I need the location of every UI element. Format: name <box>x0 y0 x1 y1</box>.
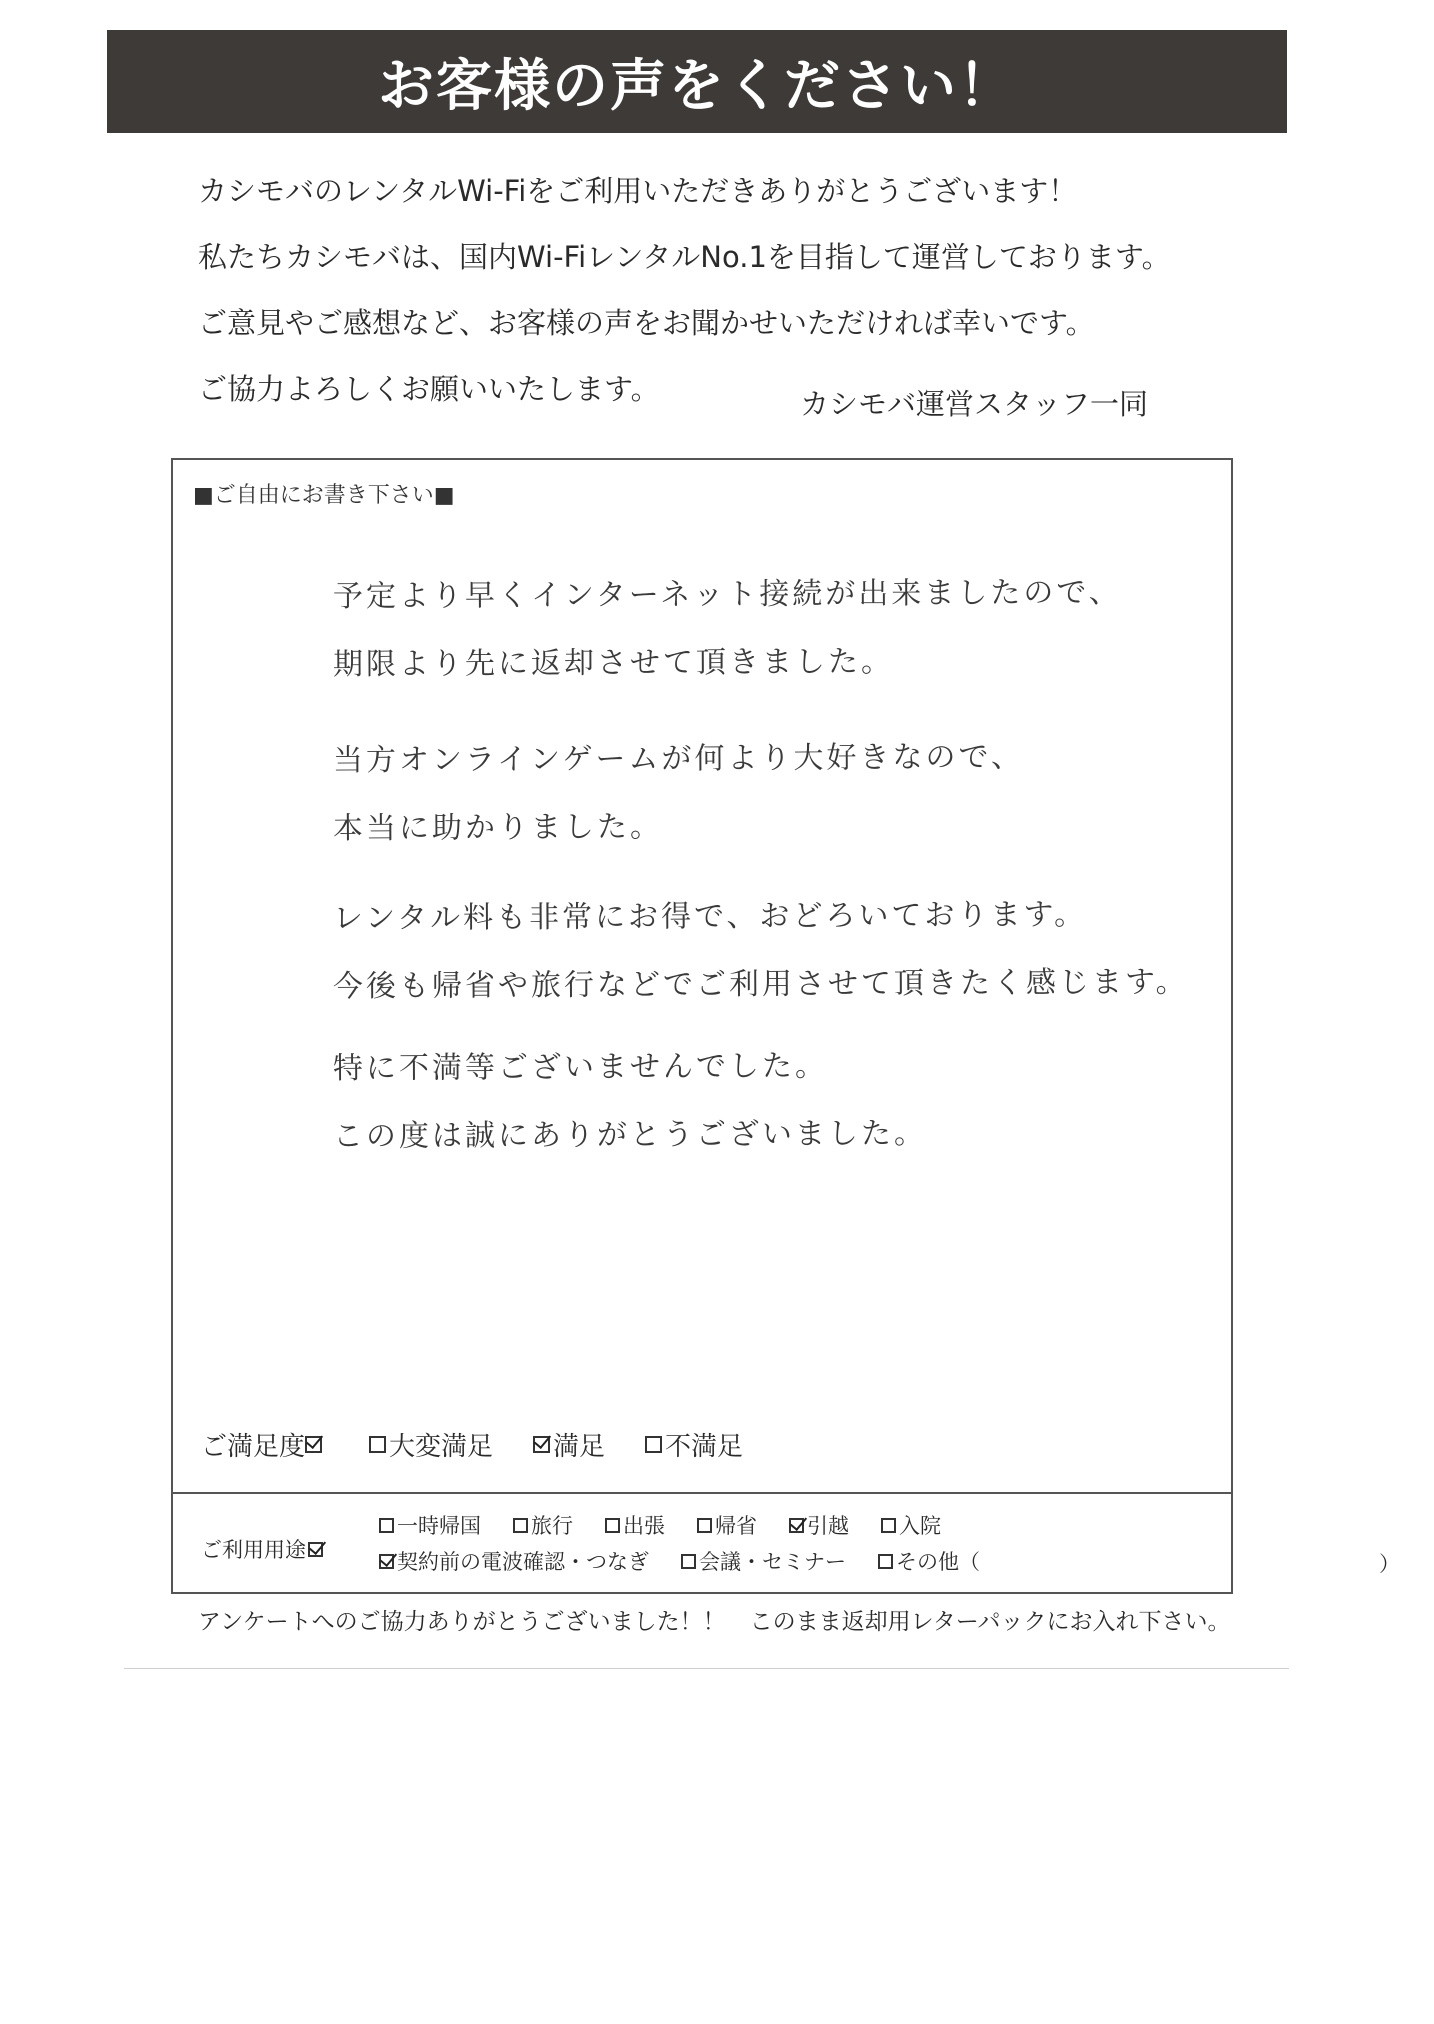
checkbox-icon[interactable] <box>513 1518 528 1533</box>
comment-line: 本当に助かりました。 <box>332 809 664 847</box>
usage-option-other[interactable]: その他（ <box>878 1546 980 1576</box>
usage-option-signal-check[interactable]: 契約前の電波確認・つなぎ <box>379 1546 649 1576</box>
intro-line: ご意見やご感想など、お客様の声をお聞かせいただければ幸いです。 <box>198 306 1095 340</box>
satisfaction-option-very-satisfied[interactable]: 大変満足 <box>369 1426 493 1463</box>
divider <box>124 1668 1289 1669</box>
usage-options-row <box>379 1546 1400 1576</box>
comment-line: レンタル料も非常にお得で、おどろいております。 <box>332 897 1088 937</box>
checkbox-icon[interactable] <box>878 1554 893 1569</box>
page-title: お客様の声をください！ <box>107 30 1287 133</box>
satisfaction-row <box>201 1426 743 1463</box>
footer-thanks: アンケートへのご協力ありがとうございました！！ <box>198 1609 726 1635</box>
satisfaction-option-unsatisfied[interactable]: 不満足 <box>645 1426 743 1463</box>
satisfaction-label: ご満足度 <box>201 1426 325 1463</box>
usage-options-row <box>379 1510 941 1540</box>
usage-option-business-trip[interactable]: 出張 <box>605 1510 665 1540</box>
usage-option-meeting[interactable]: 会議・セミナー <box>681 1546 846 1576</box>
satisfaction-option-satisfied[interactable]: 満足 <box>533 1426 605 1463</box>
usage-option-moving[interactable]: 引越 <box>789 1510 849 1540</box>
checkbox-icon[interactable] <box>681 1554 696 1569</box>
checkbox-icon[interactable] <box>533 1436 550 1453</box>
survey-form <box>171 458 1400 1594</box>
footer-instruction: このまま返却用レターパックにお入れ下さい。 <box>749 1609 1231 1635</box>
intro-line: ご協力よろしくお願いいたします。 <box>198 372 660 406</box>
free-comment-label: ■ご自由にお書き下さい■ <box>193 483 455 508</box>
usage-option-temporary-return[interactable]: 一時帰国 <box>379 1510 481 1540</box>
comment-line: 予定より早くインターネット接続が出来ましたので、 <box>332 575 1122 615</box>
checkbox-icon[interactable] <box>379 1518 394 1533</box>
checkbox-icon[interactable] <box>789 1518 804 1533</box>
comment-line: 今後も帰省や旅行などでご利用させて頂きたく感じます。 <box>332 964 1189 1005</box>
usage-label: ご利用用途 <box>201 1534 326 1564</box>
checkbox-icon[interactable] <box>697 1518 712 1533</box>
checkbox-icon[interactable] <box>645 1436 662 1453</box>
signoff: カシモバ運営スタッフ一同 <box>800 387 1149 421</box>
checkbox-icon[interactable] <box>379 1554 394 1569</box>
comment-line: 当方オンラインゲームが何より大好きなので、 <box>332 739 1024 779</box>
footer-note <box>198 1603 1231 1636</box>
checkbox-icon[interactable] <box>605 1518 620 1533</box>
comment-line: 期限より先に返却させて頂きました。 <box>332 644 895 683</box>
intro-line: カシモバのレンタルWi-Fiをご利用いただきありがとうございます！ <box>198 174 1078 208</box>
usage-option-homecoming[interactable]: 帰省 <box>697 1510 757 1540</box>
check-icon <box>308 1542 323 1557</box>
check-icon <box>305 1436 322 1453</box>
usage-option-travel[interactable]: 旅行 <box>513 1510 573 1540</box>
comment-line: この度は誠にありがとうございました。 <box>332 1116 928 1155</box>
comment-line: 特に不満等ございませんでした。 <box>332 1048 829 1087</box>
checkbox-icon[interactable] <box>881 1518 896 1533</box>
intro-line: 私たちカシモバは、国内Wi-FiレンタルNo.1を目指して運営しております。 <box>198 240 1171 274</box>
handwritten-comment <box>333 572 1189 1180</box>
divider <box>173 1492 1231 1494</box>
usage-option-hospital[interactable]: 入院 <box>881 1510 941 1540</box>
checkbox-icon[interactable] <box>369 1436 386 1453</box>
other-paren-close: ） <box>1379 1552 1400 1576</box>
